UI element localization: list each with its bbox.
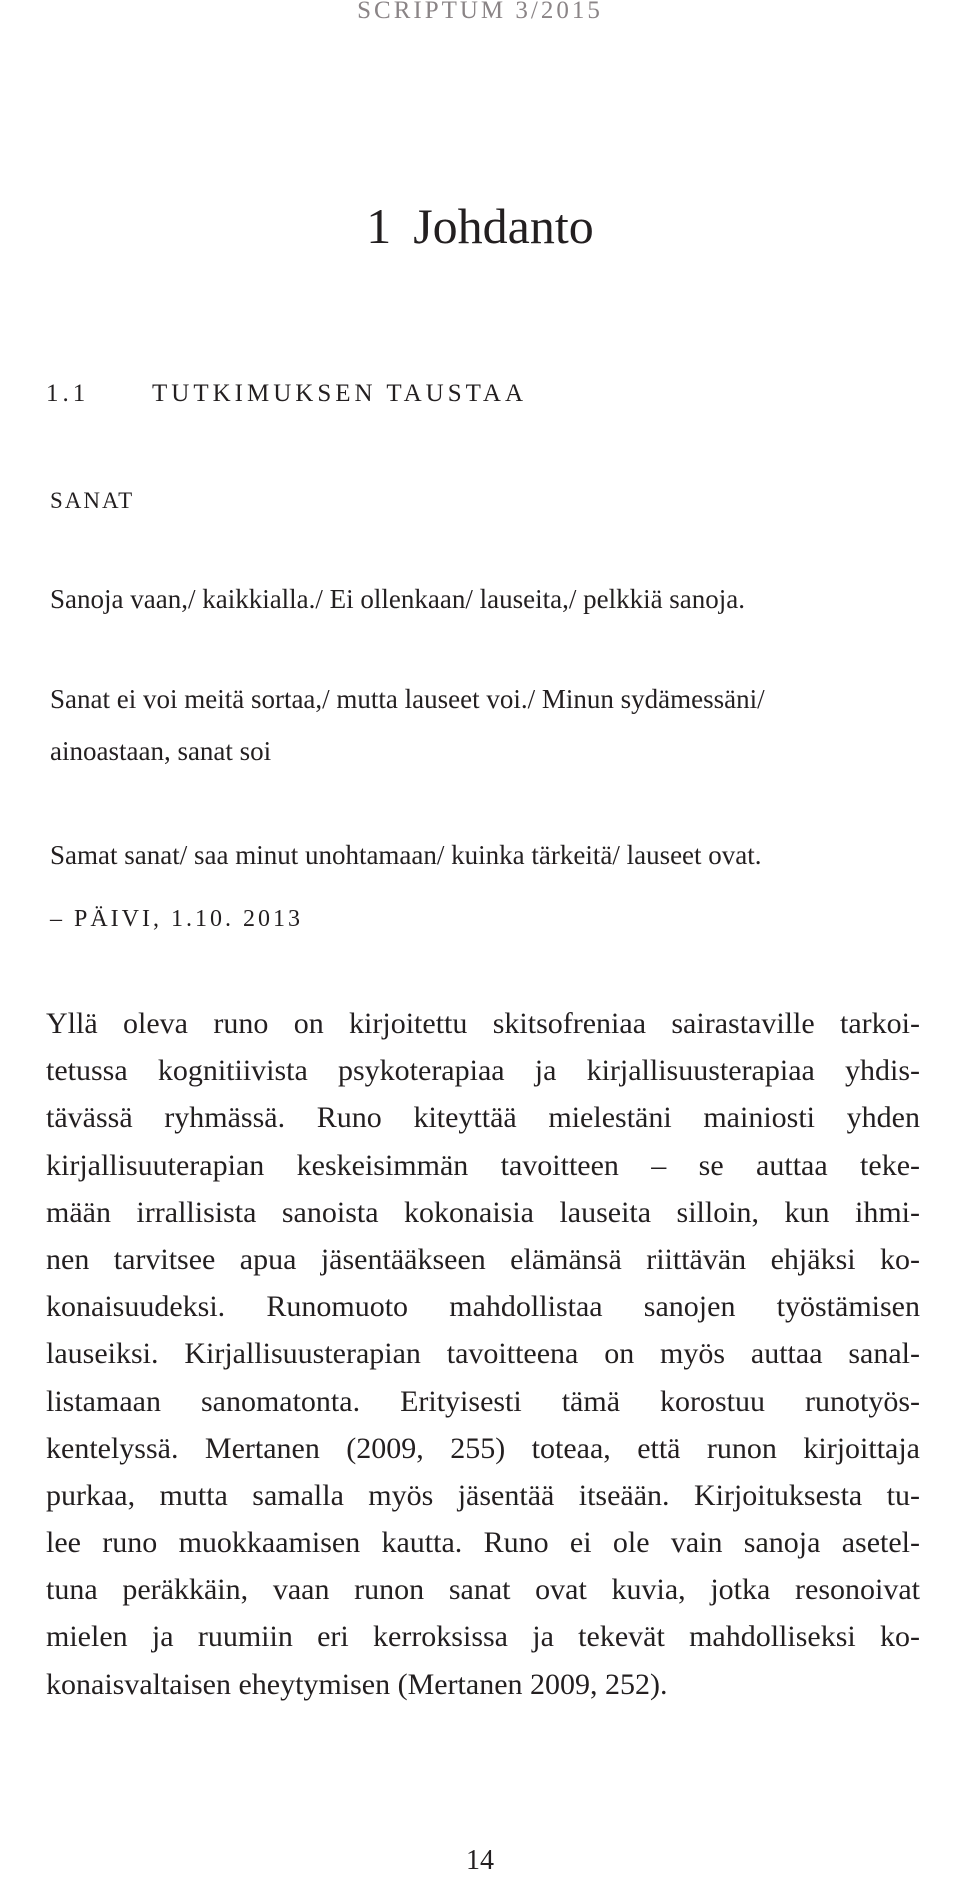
body-line: tävässä ryhmässä. Runo kiteyttää mielestäni mainiosti yhden xyxy=(46,1101,920,1135)
section-number: 1.1 xyxy=(46,380,90,407)
body-line: kirjallisuuterapian keskeisimmän tavoitteen – se auttaa teke- xyxy=(46,1148,920,1182)
chapter-number: 1 xyxy=(366,198,392,254)
body-line: kentelyssä. Mertanen (2009, 255) toteaa, että runon kirjoittaja xyxy=(46,1431,920,1465)
body-line: konaisvaltaisen eheytymisen (Mertanen 2009, 252). xyxy=(46,1667,668,1701)
body-line: purkaa, mutta samalla myös jäsentää itseään. Kirjoituksesta tu- xyxy=(46,1478,920,1512)
poem-attribution: – PÄIVI, 1.10. 2013 xyxy=(50,906,303,932)
chapter-title-text: Johdanto xyxy=(413,198,594,254)
body-line: Yllä oleva runo on kirjoitettu skitsofreniaa sairastaville tarkoi- xyxy=(46,1007,920,1040)
body-line: mielen ja ruumiin eri kerroksissa ja tekevät mahdolliseksi ko- xyxy=(46,1620,920,1654)
poem-line: Samat sanat/ saa minut unohtamaan/ kuinka tärkeitä/ lauseet ovat. xyxy=(50,840,762,870)
running-head xyxy=(0,0,960,25)
section-title: TUTKIMUKSEN TAUSTAA xyxy=(152,380,527,407)
poem-line: ainoastaan, sanat soi xyxy=(50,736,272,766)
body-line: lee runo muokkaamisen kautta. Runo ei ole vain sanoja asetel- xyxy=(46,1526,920,1560)
body-paragraph xyxy=(46,1000,920,1708)
page-number: 14 xyxy=(466,1845,494,1876)
section-heading xyxy=(46,380,527,408)
body-line: tuna peräkkäin, vaan runon sanat ovat kuvia, jotka resonoivat xyxy=(46,1573,920,1607)
body-line: nen tarvitsee apua jäsentääkseen elämänsä riittävän ehjäksi ko- xyxy=(46,1242,920,1276)
body-line: lauseiksi. Kirjallisuusterapian tavoitteena on myös auttaa sanal- xyxy=(46,1337,920,1371)
body-line: tetussa kognitiivista psykoterapiaa ja kirjallisuusterapiaa yhdis- xyxy=(46,1054,920,1088)
chapter-title xyxy=(0,196,960,256)
poem-line: Sanat ei voi meitä sortaa,/ mutta lauseet voi./ Minun sydämessäni/ xyxy=(50,684,765,714)
body-line: konaisuudeksi. Runomuoto mahdollistaa sanojen työstämisen xyxy=(46,1290,920,1324)
body-line: mään irrallisista sanoista kokonaisia lauseita silloin, kun ihmi- xyxy=(46,1195,920,1229)
poem-title: SANAT xyxy=(50,488,135,513)
running-head-text: SCRIPTUM 3/2015 xyxy=(357,0,603,24)
body-line: listamaan sanomatonta. Erityisesti tämä korostuu runotyös- xyxy=(46,1384,920,1418)
poem-line: Sanoja vaan,/ kaikkialla./ Ei ollenkaan/ lauseita,/ pelkkiä sanoja. xyxy=(50,584,746,614)
